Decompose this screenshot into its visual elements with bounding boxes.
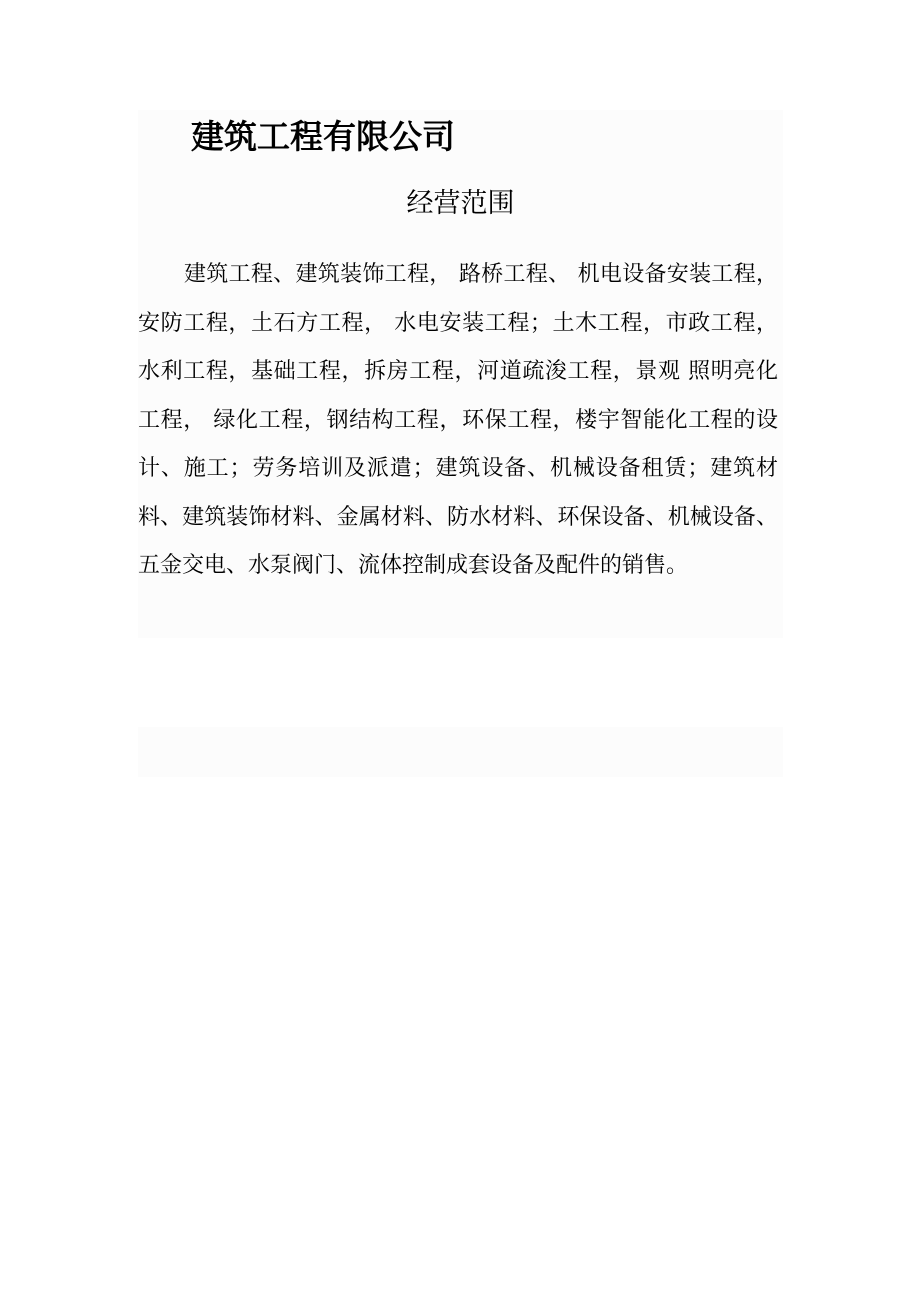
company-name-title: 建筑工程有限公司 [191,117,455,156]
business-scope-paragraph: 建筑工程、建筑装饰工程， 路桥工程、 机电设备安装工程，安防工程，土石方工程， 水电安装工程；土木工程，市政工程，水利工程，基础工程，拆房工程，河道疏浚工程，景观 照明亮化 工程， 绿化工程，钢结构工程，环保工程，楼宇智能化工程的设计、施工；劳务培训及派遣；建筑设备、机械设备租赁；建筑材料、建筑装饰材料、金属材料、防水材料、环保设备、机械设备、五金交电、水泵阀门、流体控制成套设备及配件的销售。 [138,262,778,578]
blank-footer-panel [138,727,783,777]
business-scope-heading: 经营范围 [406,188,515,219]
content-panel [138,110,783,638]
